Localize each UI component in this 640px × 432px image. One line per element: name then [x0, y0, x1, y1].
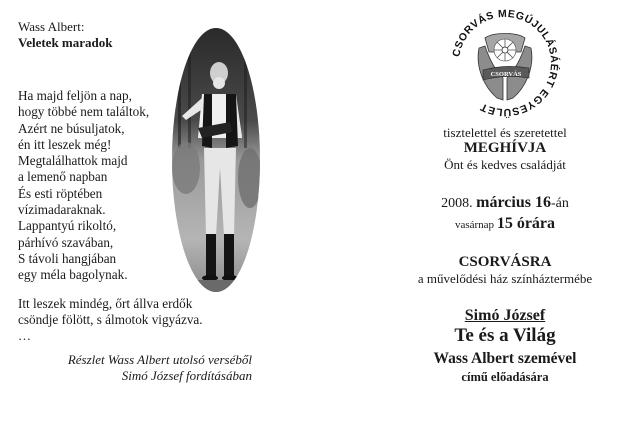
show-suffix: című előadására	[461, 370, 549, 384]
flower-icon	[494, 39, 516, 61]
date-suffix: -án	[550, 196, 569, 211]
date-month-day: március 16	[476, 194, 551, 211]
poem-line: hogy többé nem találtok,	[18, 104, 150, 120]
attribution-line: Simó József fordításában	[121, 368, 252, 383]
poem-line: És esti röptében	[18, 185, 103, 201]
event-weekday: vasárnap	[454, 219, 495, 231]
invites-heading: MEGHÍVJA	[463, 140, 547, 156]
performer-photo	[172, 28, 260, 292]
poem-author: Wass Albert:	[18, 19, 85, 34]
event-time	[385, 215, 625, 234]
poem-line: Lappantyú rikoltó,	[18, 218, 117, 234]
event-venue: a művelődési ház színháztermébe	[417, 271, 593, 286]
svg-text:CSORVÁS: CSORVÁS	[490, 71, 522, 78]
poem-line: Ha majd feljön a nap,	[18, 88, 132, 103]
poem-line: párhívó szavában,	[18, 234, 114, 250]
attribution-line: Részlet Wass Albert utolsó verséből	[67, 352, 252, 367]
event-place: CSORVÁSRA	[458, 254, 552, 270]
poem-line: én itt leszek még!	[18, 136, 112, 152]
poem-ellipsis: …	[18, 328, 31, 343]
svg-text:CSORVÁS MEGÚJULÁSÁÉRT EGYESÜLE: CSORVÁS MEGÚJULÁSÁÉRT EGYESÜLET	[450, 8, 561, 118]
show-title: Te és a Világ	[454, 325, 556, 346]
poem-stanza-1	[18, 88, 149, 284]
poem-line: Megtalálhattok majd	[18, 153, 128, 169]
event-hour: 15 órára	[496, 215, 556, 232]
event-date	[385, 194, 625, 213]
poem-stanza-2	[18, 296, 203, 329]
logo-emblem	[445, 8, 565, 118]
date-year: 2008.	[441, 196, 473, 211]
performer-name: Simó József	[464, 307, 546, 324]
performer-photo-image	[172, 28, 260, 292]
poem-attribution	[40, 352, 252, 384]
invitation-panel	[385, 0, 625, 432]
poem-line: Azért ne búsuljatok,	[18, 120, 125, 136]
family-line: Önt és kedves családját	[444, 157, 566, 172]
show-subtitle: Wass Albert szemével	[433, 350, 577, 367]
poem-line: egy méla bagolynak.	[18, 267, 128, 283]
poem-title: Veletek maradok	[18, 35, 113, 50]
poem-line: Itt leszek mindég, őrt állva erdők	[18, 296, 193, 311]
respect-line: tisztelettel és szeretettel	[443, 125, 567, 140]
poem-line: vízimadaraknak.	[18, 202, 106, 218]
poem-line: csöndje fölött, s álmotok vigyázva.	[18, 312, 203, 328]
association-logo	[445, 8, 565, 118]
poem-line: a lemenő napban	[18, 169, 108, 185]
poem-line: S távoli hangjában	[18, 250, 117, 266]
